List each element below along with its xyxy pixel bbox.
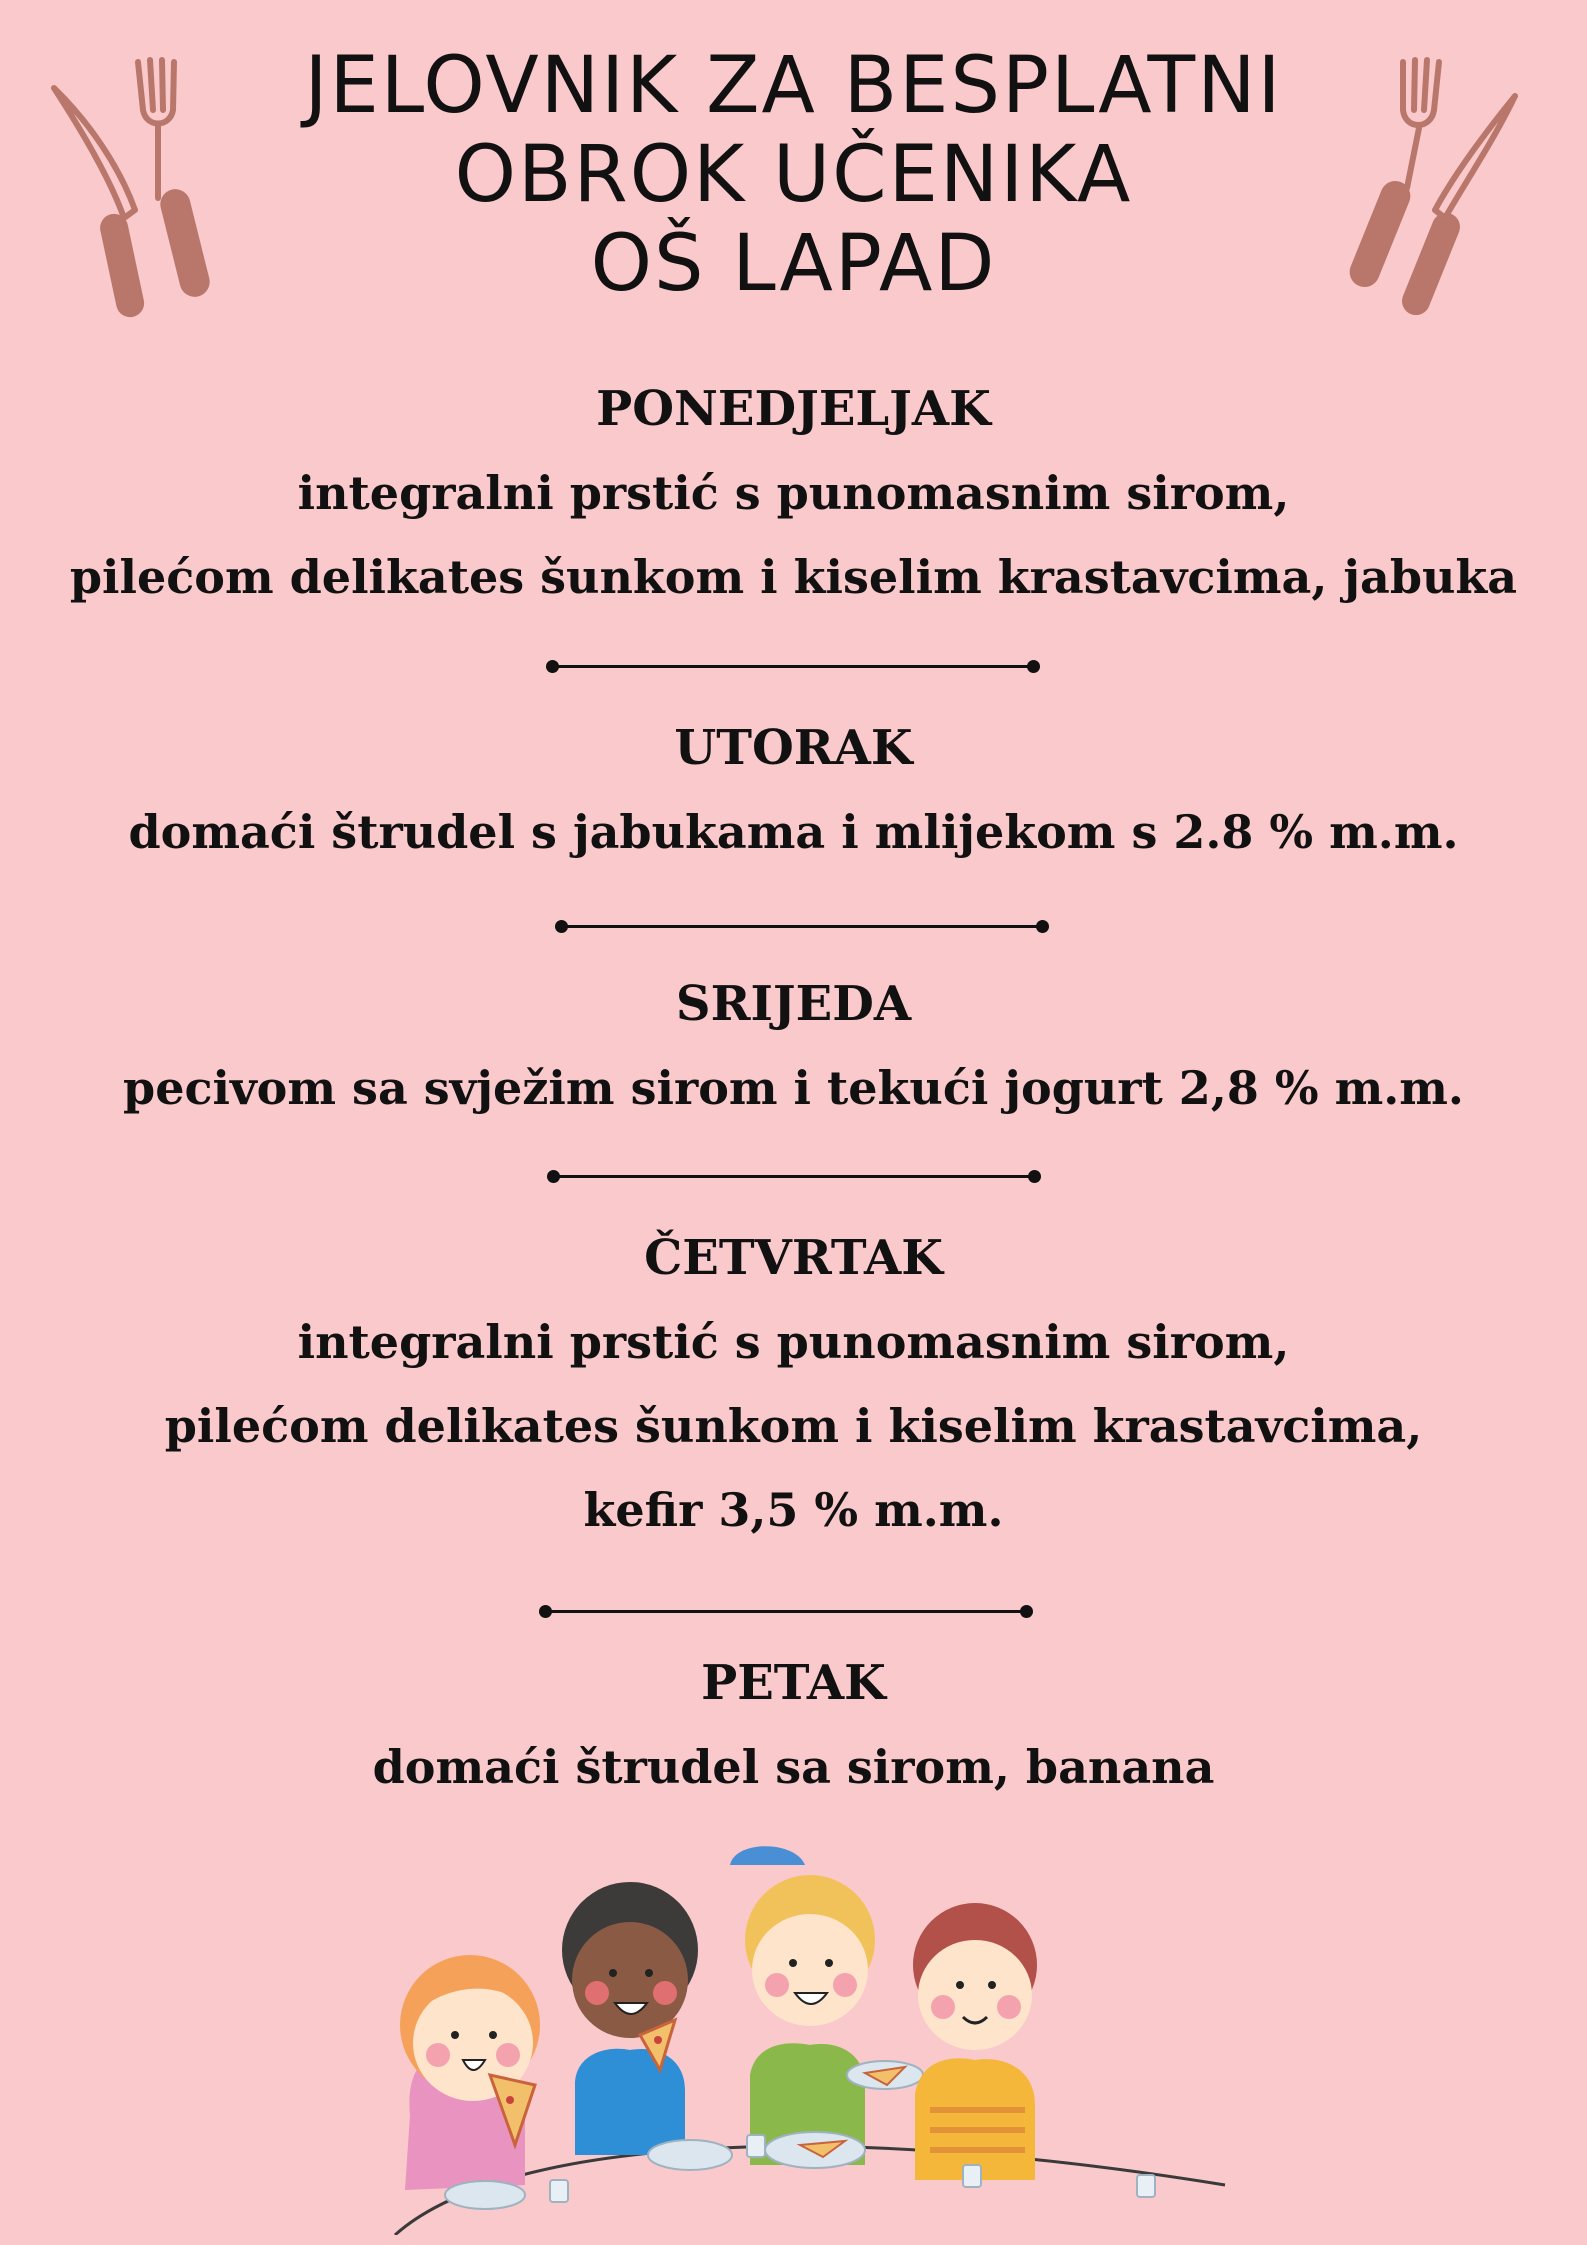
day-monday (0, 367, 1587, 619)
title-line-3: OŠ LAPAD (590, 219, 997, 309)
fork-knife-icon-right (1335, 48, 1535, 328)
divider (545, 1610, 1027, 1613)
kid-4 (913, 1903, 1037, 2180)
day-name: SRIJEDA (675, 976, 912, 1032)
day-name: PETAK (701, 1655, 886, 1711)
menu-line: integralni prstić s punomasnim sirom, (297, 1315, 1290, 1369)
menu-line: domaći štrudel s jabukama i mlijekom s 2.8 % m.m. (128, 805, 1459, 859)
day-thursday (0, 1216, 1587, 1552)
day-friday (0, 1641, 1587, 1809)
kid-1 (400, 1955, 540, 2190)
fork-knife-icon-left (40, 48, 220, 328)
day-name: PONEDJELJAK (596, 381, 991, 437)
menu-line: pilećom delikates šunkom i kiselim krastavcima, jabuka (69, 550, 1518, 604)
kid-2 (562, 1882, 698, 2155)
day-wednesday (0, 962, 1587, 1130)
title-line-2: OBROK UČENIKA (454, 130, 1133, 220)
divider (553, 1175, 1035, 1178)
menu-line: pecivom sa svježim sirom i tekući jogurt 2,8 % m.m. (123, 1061, 1464, 1115)
day-tuesday (0, 706, 1587, 874)
title-line-1: JELOVNIK ZA BESPLATNI (304, 41, 1283, 131)
day-name: ČETVRTAK (644, 1230, 943, 1286)
menu-line: domaći štrudel sa sirom, banana (372, 1740, 1215, 1794)
divider (552, 665, 1034, 668)
menu-line: kefir 3,5 % m.m. (583, 1483, 1004, 1537)
menu-line: integralni prstić s punomasnim sirom, (297, 466, 1290, 520)
children-eating-illustration (375, 1845, 1235, 2235)
kid-3 (730, 1846, 923, 2165)
menu-line: pilećom delikates šunkom i kiselim krastavcima, (164, 1399, 1423, 1453)
day-name: UTORAK (674, 720, 913, 776)
divider (561, 925, 1043, 928)
